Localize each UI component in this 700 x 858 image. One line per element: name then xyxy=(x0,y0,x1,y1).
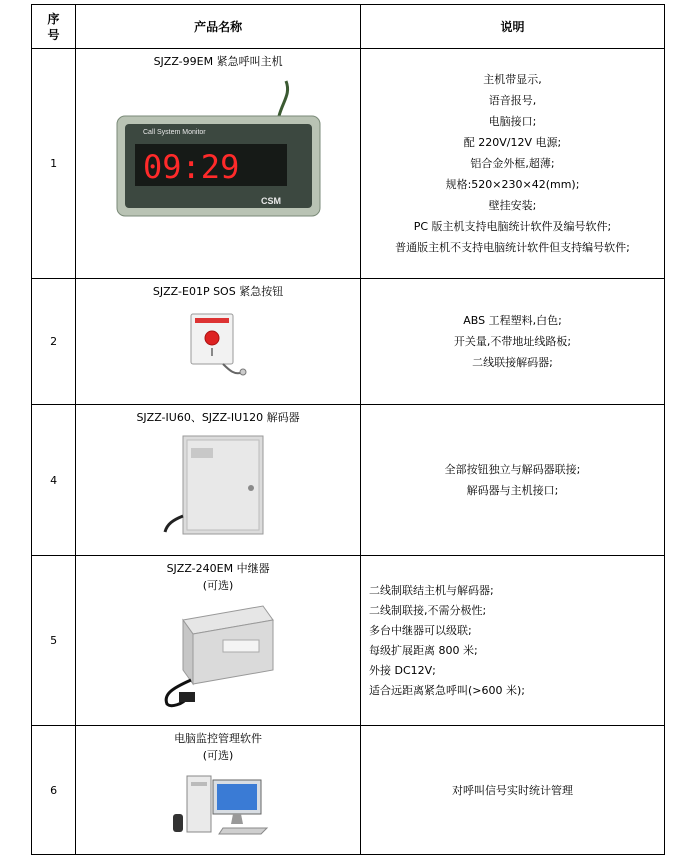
product-name: 电脑监控管理软件 xyxy=(174,732,263,745)
table-header-row xyxy=(32,5,665,49)
product-note: (可选) xyxy=(202,749,234,762)
led-display: 09:29 xyxy=(142,148,239,186)
header-name: 产品名称 xyxy=(76,5,361,49)
row-number: 2 xyxy=(32,279,76,405)
desc-line: 每级扩展距离 800 米; xyxy=(369,643,478,657)
product-spec-table xyxy=(31,4,665,855)
call-system-monitor-image xyxy=(111,76,326,226)
desc-line: 全部按钮独立与解码器联接; xyxy=(444,463,581,476)
desc-line: 二线制联接,不需分极性; xyxy=(369,603,487,617)
desc-line: 适合远距离紧急呼叫(>600 米); xyxy=(369,683,526,697)
product-desc-cell xyxy=(361,49,665,279)
desc-line: 外接 DC12V; xyxy=(369,663,436,677)
product-name-cell xyxy=(76,405,361,556)
desc-line: ABS 工程塑料,白色; xyxy=(463,314,562,327)
product-name-cell xyxy=(76,726,361,855)
monitor-label: Call System Monitor xyxy=(142,129,206,136)
product-name: SJZZ-IU60、SJZZ-IU120 解码器 xyxy=(136,411,300,424)
desc-line: 电脑接口; xyxy=(488,115,537,128)
row-number: 1 xyxy=(32,49,76,279)
header-no: 序 号 xyxy=(32,5,76,49)
product-name-cell xyxy=(76,279,361,405)
product-name-cell xyxy=(76,49,361,279)
product-desc-cell xyxy=(361,279,665,405)
table-row xyxy=(32,726,665,855)
computer-image xyxy=(163,770,273,838)
desc-line: 开关量,不带地址线路板; xyxy=(453,335,572,348)
desc-line: 主机带显示, xyxy=(483,73,542,86)
desc-line: 二线制联结主机与解码器; xyxy=(369,583,494,597)
product-name: SJZZ-240EM 中继器 xyxy=(166,562,270,575)
product-name: SJZZ-99EM 紧急呼叫主机 xyxy=(153,55,283,68)
product-desc-cell xyxy=(361,726,665,855)
desc-line: 配 220V/12V 电源; xyxy=(463,136,562,149)
desc-line: 多台中继器可以级联; xyxy=(369,623,472,637)
desc-line: 铝合金外框,超薄; xyxy=(470,157,555,170)
product-desc-cell xyxy=(361,556,665,726)
desc-line: 语音报号, xyxy=(488,94,537,107)
table-row xyxy=(32,556,665,726)
sos-button-image xyxy=(183,306,253,386)
desc-line: 普通版主机不支持电脑统计软件但支持编号软件; xyxy=(395,241,630,254)
desc-line: 规格:520×230×42(mm); xyxy=(445,178,580,191)
monitor-badge: CSM xyxy=(260,196,281,206)
row-number: 5 xyxy=(32,556,76,726)
desc-line: 二线联接解码器; xyxy=(472,356,553,369)
desc-line: 壁挂安装; xyxy=(488,199,537,212)
desc-line: 对呼叫信号实时统计管理 xyxy=(452,783,573,797)
row-number: 6 xyxy=(32,726,76,855)
desc-line: PC 版主机支持电脑统计软件及编号软件; xyxy=(413,220,612,233)
product-name-cell xyxy=(76,556,361,726)
product-note: (可选) xyxy=(202,579,234,592)
header-desc: 说明 xyxy=(361,5,665,49)
table-row xyxy=(32,49,665,279)
product-desc-cell xyxy=(361,405,665,556)
decoder-box-image xyxy=(163,432,273,547)
table-row xyxy=(32,405,665,556)
product-name: SJZZ-E01P SOS 紧急按钮 xyxy=(152,285,284,298)
table-row xyxy=(32,279,665,405)
desc-line: 解码器与主机接口; xyxy=(466,484,559,497)
repeater-image xyxy=(153,600,283,710)
row-number: 4 xyxy=(32,405,76,556)
